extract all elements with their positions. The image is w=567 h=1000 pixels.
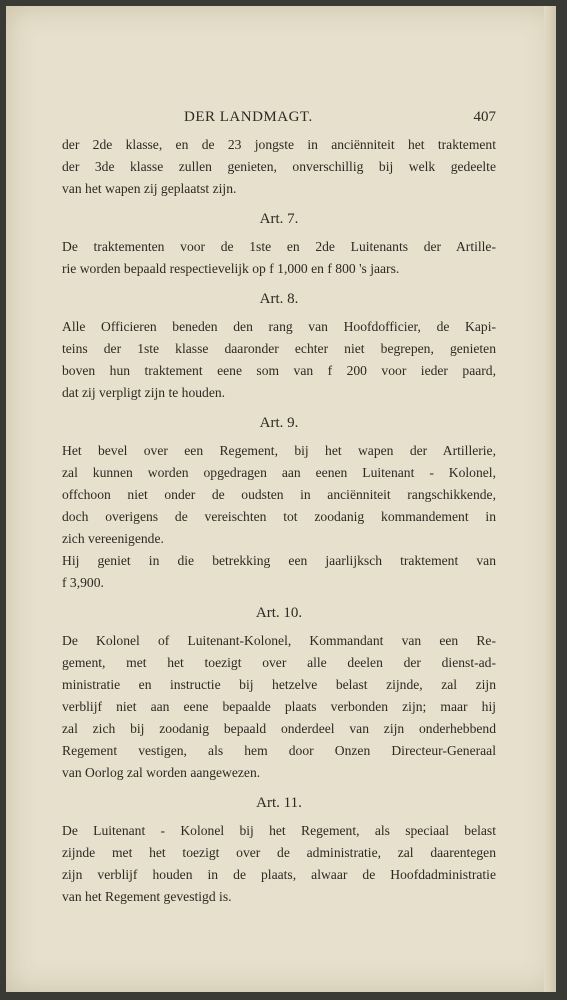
article-heading: Art. 10. bbox=[255, 605, 303, 621]
page-edge bbox=[544, 6, 556, 992]
text-line: zal zich bij zoodanig bepaald onderdeel van zijn onderhebbend bbox=[62, 721, 496, 736]
text-line: van het Regement gevestigd is. bbox=[62, 889, 232, 904]
text-line: van het wapen zij geplaatst zijn. bbox=[62, 181, 237, 196]
text-line: boven hun traktement eene som van f 200 voor ieder paard, bbox=[62, 363, 496, 378]
paragraph bbox=[62, 440, 496, 550]
text-line: dat zij verpligt zijn te houden. bbox=[62, 385, 226, 400]
article-heading: Art. 7. bbox=[259, 211, 299, 227]
text-line: zich vereenigende. bbox=[62, 531, 164, 546]
running-head: DER LANDMAGT. bbox=[184, 109, 313, 125]
text-line: Regement vestigen, als hem door Onzen Directeur-Generaal bbox=[62, 743, 496, 758]
text-line: ministratie en instructie bij hetzelve belast zijnde, zal zijn bbox=[62, 677, 496, 692]
paragraph bbox=[62, 134, 496, 200]
text-line: De Luitenant - Kolonel bij het Regement, als speciaal belast bbox=[62, 823, 496, 838]
text-line: der 2de klasse, en de 23 jongste in anciënniteit het traktement bbox=[62, 137, 496, 152]
text-line: der 3de klasse zullen genieten, onverschillig bij welk gedeelte bbox=[62, 159, 496, 174]
text-line: De Kolonel of Luitenant-Kolonel, Kommandant van een Re- bbox=[62, 633, 496, 648]
text-line: Het bevel over een Regement, bij het wapen der Artillerie, bbox=[62, 443, 496, 458]
text-line: Alle Officieren beneden den rang van Hoofdofficier, de Kapi- bbox=[62, 319, 496, 334]
text-line: rie worden bepaald respectievelijk op f 1,000 en f 800 's jaars. bbox=[62, 261, 400, 276]
article-heading: Art. 8. bbox=[259, 291, 299, 307]
paragraph bbox=[62, 550, 496, 594]
page-number: 407 bbox=[473, 109, 496, 125]
paragraph bbox=[62, 630, 496, 784]
page-header bbox=[62, 106, 496, 130]
text-line: gement, met het toezigt over alle deelen der dienst-ad- bbox=[62, 655, 496, 670]
paragraph bbox=[62, 236, 496, 280]
text-blocks bbox=[62, 134, 496, 908]
text-line: offchoon niet onder de oudsten in anciënniteit rangschikkende, bbox=[62, 487, 496, 502]
article-heading: Art. 9. bbox=[259, 415, 299, 431]
paragraph bbox=[62, 820, 496, 908]
paragraph bbox=[62, 316, 496, 404]
text-line: teins der 1ste klasse daaronder echter niet begrepen, genieten bbox=[62, 341, 496, 356]
text-line: zijn verblijf houden in de plaats, alwaar de Hoofdadministratie bbox=[62, 867, 496, 882]
text-line: Hij geniet in die betrekking een jaarlijksch traktement van bbox=[62, 553, 496, 568]
text-line: De traktementen voor de 1ste en 2de Luitenants der Artille- bbox=[62, 239, 496, 254]
page-text bbox=[62, 106, 496, 908]
article-heading: Art. 11. bbox=[256, 795, 302, 811]
book-page bbox=[6, 6, 556, 992]
text-line: f 3,900. bbox=[62, 575, 104, 590]
text-line: van Oorlog zal worden aangewezen. bbox=[62, 765, 261, 780]
text-line: verblijf niet aan eene bepaalde plaats verbonden zijn; maar hij bbox=[62, 699, 496, 714]
text-line: doch overigens de vereischten tot zoodanig kommandement in bbox=[62, 509, 496, 524]
text-line: zal kunnen worden opgedragen aan eenen Luitenant - Kolonel, bbox=[62, 465, 496, 480]
text-line: zijnde met het toezigt over de administratie, zal daarentegen bbox=[62, 845, 496, 860]
